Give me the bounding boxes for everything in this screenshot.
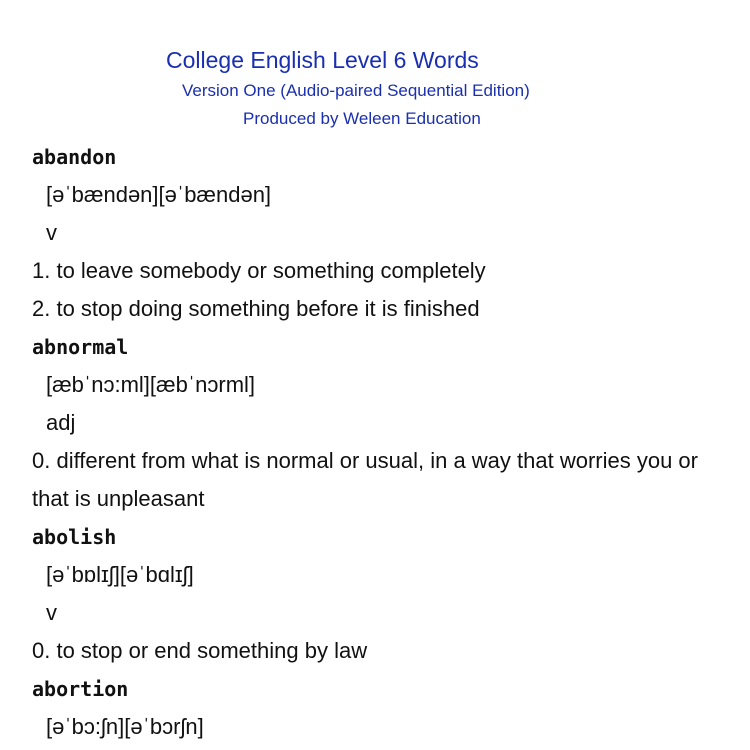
word-entry <box>32 138 732 328</box>
definition: 2. to stop doing something before it is finished <box>32 296 480 321</box>
definition: 1. to leave somebody or something completely <box>32 258 486 283</box>
word-entry <box>32 328 732 518</box>
phonetic: [əˈbɒlɪʃ][əˈbɑlɪʃ] <box>46 562 194 587</box>
document-subtitle: Version One (Audio-paired Sequential Edition) <box>182 81 530 100</box>
phonetic: [əˈbɔ:ʃn][əˈbɔrʃn] <box>46 714 204 739</box>
part-of-speech: v <box>46 220 57 245</box>
part-of-speech: adj <box>46 410 76 435</box>
part-of-speech: v <box>46 600 57 625</box>
headword: abandon <box>32 145 117 169</box>
headword: abortion <box>32 677 129 701</box>
word-list <box>32 138 732 746</box>
word-entry <box>32 670 732 746</box>
headword: abnormal <box>32 335 129 359</box>
document-title: College English Level 6 Words <box>166 47 479 73</box>
word-entry <box>32 518 732 670</box>
phonetic: [əˈbændən][əˈbændən] <box>46 182 272 207</box>
definition: 0. to stop or end something by law <box>32 638 368 663</box>
headword: abolish <box>32 525 117 549</box>
phonetic: [æbˈnɔ:ml][æbˈnɔrml] <box>46 372 256 397</box>
definition: 0. different from what is normal or usual, in a way that worries you or that is unpleasant <box>32 448 698 511</box>
document-producer: Produced by Weleen Education <box>243 109 481 128</box>
